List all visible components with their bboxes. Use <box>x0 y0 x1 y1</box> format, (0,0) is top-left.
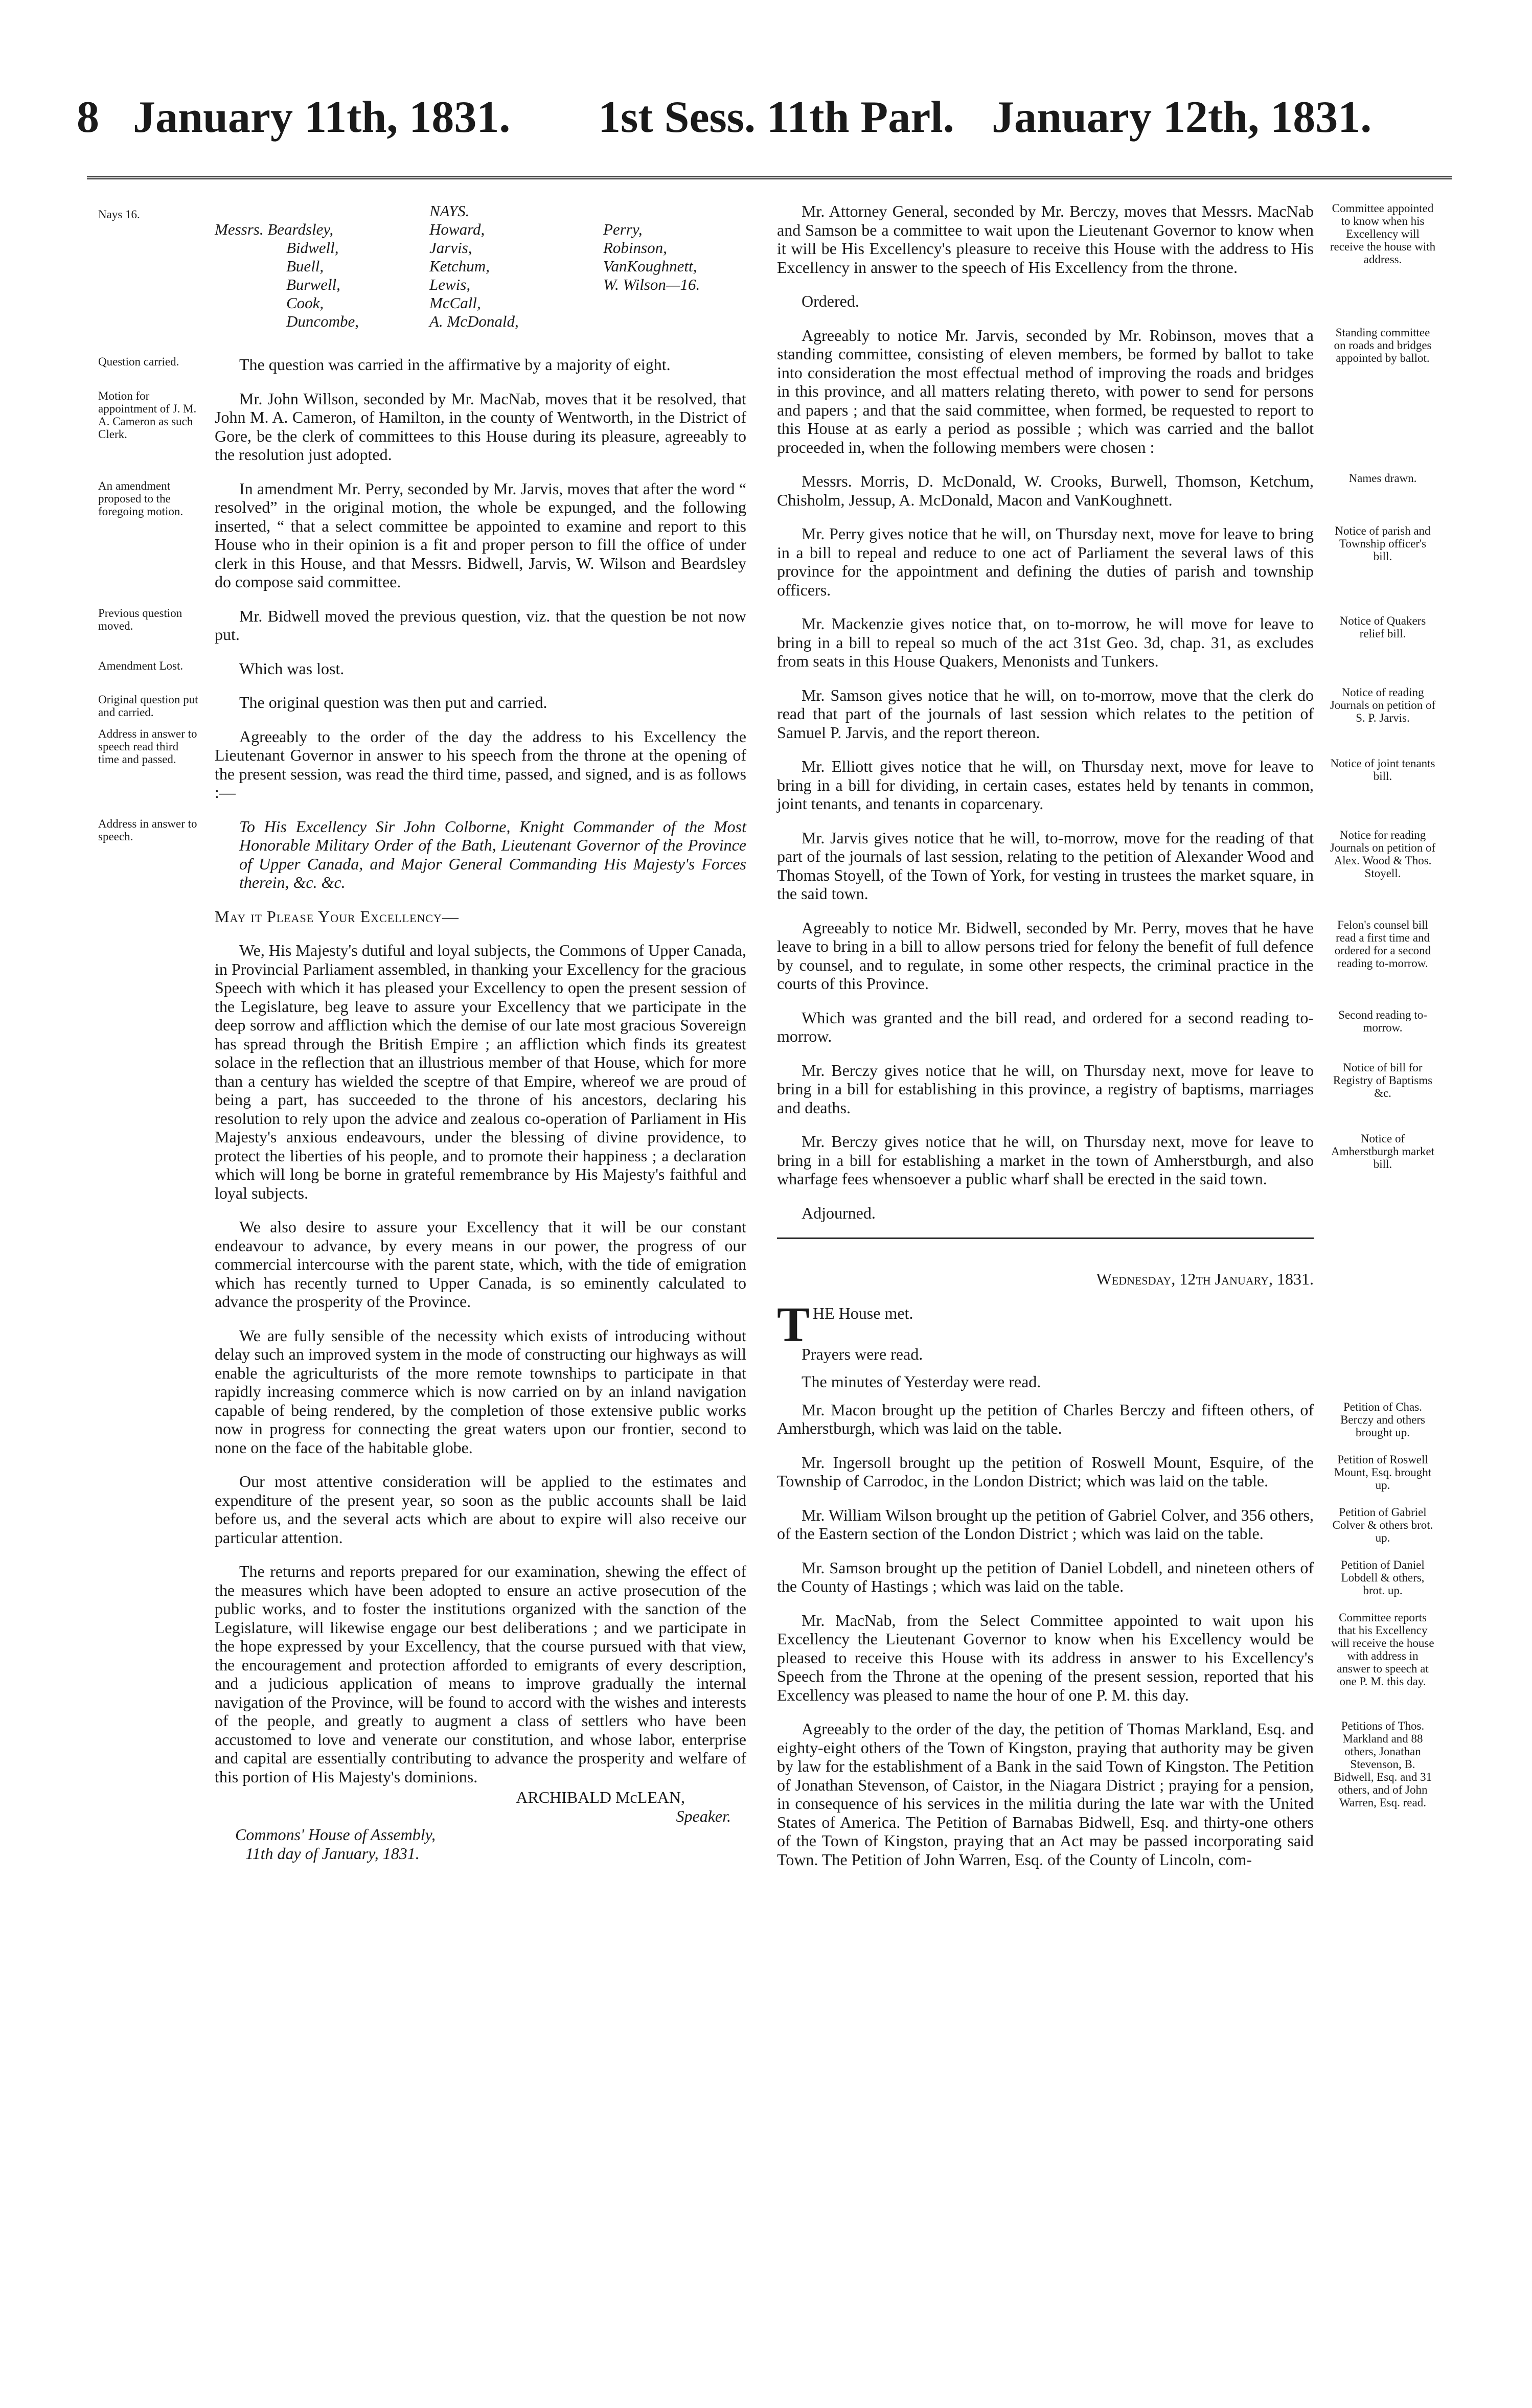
header-rule <box>87 176 1452 179</box>
paragraph: Mr. Elliott gives notice that he will, on Thursday next, move for leave to bring in a bill for dividing, in certain cases, estates held by tenants in common, joint tenants, and tenants in coparcenary. <box>777 757 1314 813</box>
entry-wood-stoyell <box>777 828 1436 903</box>
paragraph: Mr. Bidwell moved the previous question, viz. that the question be not now put. <box>215 606 746 644</box>
paragraph: Agreeably to notice Mr. Bidwell, seconded by Mr. Perry, moves that he have leave to bring in a bill to allow persons tried for felony the benefit of full defence by counsel, and to regulate, in some other respects, the criminal practice in the courts of this Province. <box>777 918 1314 993</box>
entry-lobdell-petition <box>777 1558 1425 1597</box>
paragraph: Mr. William Wilson brought up the petition of Gabriel Colver, and 356 others, of the Eastern section of the London District ; which was laid on the table. <box>777 1505 1314 1543</box>
entry-petitions-read <box>777 1719 1432 1869</box>
entry-joint-tenants <box>777 757 1435 813</box>
margin-note: Felon's counsel bill read a first time and ordered for a second reading to-morrow. <box>1334 918 1431 970</box>
margin-note: Notice of bill for Registry of Baptisms &c. <box>1333 1061 1433 1099</box>
entry-jarvis-petition <box>777 685 1436 742</box>
paragraph: The original question was then put and carried. <box>239 693 547 712</box>
nays-heading: NAYS. <box>429 202 470 220</box>
margin-note: Petition of Daniel Lobdell & others, brot. up. <box>1341 1558 1425 1597</box>
margin-note: Motion for appointment of J. M. A. Cameron as such Clerk. <box>98 389 197 441</box>
entry-registry-bill <box>777 1061 1433 1117</box>
entry-berczy-petition <box>777 1400 1426 1439</box>
entry-names-drawn <box>777 472 1417 509</box>
entry-amendment-lost <box>98 659 746 678</box>
margin-note: Standing committee on roads and bridges appointed by ballot. <box>1334 326 1432 364</box>
paragraph: Mr. Berczy gives notice that he will, on Thursday next, move for leave to bring in a bill for establishing in this province, a registry of baptisms, marriages and deaths. <box>777 1061 1314 1117</box>
paragraph: Prayers were read. <box>802 1344 923 1363</box>
entry-motion-clerk <box>98 389 746 464</box>
paragraph: Mr. MacNab, from the Select Committee appointed to wait upon his Excellency the Lieutenant Governor to know when his Excellency would be pleased to receive this House with its address in answer to his Excellency's Speech from the Throne at the opening of the present session, reported that his Excellency was pleased to name the hour of one P. M. this day. <box>777 1611 1314 1704</box>
margin-note: Petition of Chas. Berczy and others brought up. <box>1340 1400 1426 1439</box>
entry-parish-officers <box>777 524 1431 599</box>
margin-note: Names drawn. <box>1348 472 1417 485</box>
header-date-right: January 12th, 1831. <box>992 93 1372 142</box>
paragraph: Mr. Samson brought up the petition of Daniel Lobdell, and nineteen others of the County of Hastings ; which was laid on the table. <box>777 1558 1314 1595</box>
drop-cap: T <box>777 1296 810 1351</box>
entry-mount-petition <box>777 1453 1432 1492</box>
nays-column-3: Perry, Robinson, VanKoughnett, W. Wilson—16. <box>603 220 700 293</box>
entry-colver-petition <box>777 1505 1433 1544</box>
house-met: THE House met. <box>777 1296 913 1351</box>
signature-title: Speaker. <box>676 1806 731 1825</box>
entry-question-carried <box>98 355 746 374</box>
margin-note: Question carried. <box>98 355 179 368</box>
entry-felons-counsel <box>777 918 1431 993</box>
margin-note: An amendment proposed to the foregoing motion. <box>98 479 184 518</box>
paragraph: Mr. Perry gives notice that he will, on Thursday next, move for leave to bring in a bill to repeal and reduce to one act of Parliament the several laws of this province for the appointment and defining the duties of parish and township officers. <box>777 524 1314 599</box>
paragraph: Mr. Berczy gives notice that he will, on Thursday next, move for leave to bring in a bill for establishing a market in the town of Amherstburgh, and also wharfage fees whensoever a public wharf shall be erected in the said town. <box>777 1132 1314 1188</box>
paragraph: Mr. Ingersoll brought up the petition of Roswell Mount, Esquire, of the Township of Carrodoc, in the London District; which was laid on the table. <box>777 1453 1314 1490</box>
margin-note: Notice for reading Journals on petition of Alex. Wood & Thos. Stoyell. <box>1330 828 1436 880</box>
paragraph: Mr. Samson gives notice that he will, on to-morrow, move that the clerk do read that part of the journals of last session which relates to the petition of Samuel P. Jarvis, and the report thereon. <box>777 685 1314 742</box>
paragraph: Which was lost. <box>239 659 345 678</box>
margin-note: Notice of reading Journals on petition of S. P. Jarvis. <box>1330 685 1436 724</box>
paragraph: Ordered. <box>802 292 859 310</box>
margin-note: Petition of Gabriel Colver & others brot. up. <box>1332 1505 1433 1544</box>
header-date-left: January 11th, 1831. <box>133 93 511 142</box>
entry-standing-committee <box>777 326 1432 457</box>
right-column <box>777 202 1436 1884</box>
paragraph: Adjourned. <box>802 1203 876 1222</box>
margin-note: Address in answer to speech. <box>98 817 197 843</box>
nays-column-1: Messrs. Beardsley, Bidwell, Buell, Burwell, Cook, Duncombe, <box>215 220 359 330</box>
margin-note: Second reading to-morrow. <box>1338 1008 1427 1034</box>
margin-note: Petitions of Thos. Markland and 88 others, Jonathan Stevenson, B. Bidwell, Esq. and 31 others, and of John Warren, Esq. read. <box>1333 1719 1432 1809</box>
margin-note: Original question put and carried. <box>98 693 198 719</box>
margin-note: Notice of Quakers relief bill. <box>1339 614 1426 640</box>
paragraph: Agreeably to the order of the day the address to his Excellency the Lieutenant Governor in answer to his speech from the throne at the opening of the present session, was read the third time, passed, and signed, and is as follows :— <box>215 727 746 801</box>
margin-note: Previous question moved. <box>98 606 182 632</box>
signature-name: ARCHIBALD McLEAN, <box>516 1788 685 1806</box>
margin-note: Address in answer to speech read third time and passed. <box>98 727 197 766</box>
address-paragraph: The returns and reports prepared for our examination, shewing the effect of the measures which have been adopted to ensure an active prosecution of the public works, and to foster the institutions organized with the sanction of the Legislature, will likewise engage our best deliberations ; and we participate in the hope expressed by your Excellency, that the course pursued with that view, the encouragement and protection afforded to emigrants of every description, and a judicious application of means to improve gradually the internal navigation of the Province, will be found to accord with the wishes and interests of the people, and greatly to augment a class of settlers who have been accustomed to love and venerate our constitution, and whose labor, enterprise and capital are essentially contributing to advance the prosperity and welfare of this portion of His Majesty's dominions. <box>215 1562 746 1786</box>
date-line: 11th day of January, 1831. <box>245 1844 420 1863</box>
header-session: 1st Sess. 11th Parl. <box>598 93 954 142</box>
entry-second-reading <box>777 1008 1427 1046</box>
address-heading: To His Excellency Sir John Colborne, Knight Commander of the Most Honorable Military Order of the Bath, Lieutenant Governor of the Province of Upper Canada, and Major General Commanding His Majesty's Forces therein, &c. &c. <box>239 817 746 891</box>
paragraph: Which was granted and the bill read, and ordered for a second reading to-morrow. <box>777 1008 1314 1045</box>
address-paragraph: Our most attentive consideration will be applied to the estimates and expenditure of the present year, so soon as the public accounts shall be laid before us, and the several acts which are about to expire will also receive our particular attention. <box>215 1472 746 1547</box>
paragraph: Agreeably to notice Mr. Jarvis, seconded by Mr. Robinson, moves that a standing committee, consisting of eleven members, be formed by ballot to take into consideration the most effectual method of improving the roads and bridges in this province, and all matters relating thereto, with power to send for persons and papers ; and that the said committee, when formed, be requested to report to this House at as early a period as possible ; which was carried and the ballot proceeded in, when the following members were chosen : <box>777 326 1314 456</box>
page-header <box>77 89 1457 146</box>
entry-previous-question <box>98 606 746 644</box>
section-dateline: Wednesday, 12th January, 1831. <box>1096 1270 1314 1288</box>
address-paragraph: We also desire to assure your Excellency that it will be our constant endeavour to advance, by every means in our power, the progress of our commercial intercourse with the parent state, which, with the tide of emigration which has recently turned to Upper Canada, is so eminently calculated to advance the prosperity of the Province. <box>215 1218 746 1311</box>
paragraph: Mr. Jarvis gives notice that he will, to-morrow, move for the reading of that part of the journals of last session, relating to the petition of Alexander Wood and Thomas Stoyell, of the Town of York, for vesting in trustees the market square, in the said town. <box>777 828 1314 903</box>
margin-note: Notice of joint tenants bill. <box>1330 757 1435 783</box>
paragraph: Mr. Attorney General, seconded by Mr. Berczy, moves that Messrs. MacNab and Samson be a committee to wait upon the Lieutenant Governor to know when it will be His Excellency's pleasure to receive this House with the address to His Excellency in answer to the speech of His Excellency from the throne. <box>777 202 1314 277</box>
margin-note: Petition of Roswell Mount, Esq. brought up. <box>1334 1453 1432 1492</box>
entry-address-title <box>98 817 746 892</box>
margin-note: Notice of parish and Township officer's bill. <box>1335 524 1431 563</box>
paragraph: The question was carried in the affirmative by a majority of eight. <box>239 355 671 374</box>
entry-original-carried <box>98 693 746 719</box>
margin-note: Nays 16. <box>98 208 140 221</box>
nays-list <box>98 202 746 355</box>
paragraph: Agreeably to the order of the day, the petition of Thomas Markland, Esq. and eighty-eight others of the Town of Kingston, praying that authority may be given by law for the establishment of a Bank in the said Town of Kingston. The Petition of Jonathan Stevenson, of Caistor, in the Niagara District ; praying for a pension, in consequence of his services in the militia during the late war with the United States of America. The Petition of Barnabas Bidwell, Esq. and thirty-one others of the Town of Kingston, praying that an Act may be passed incorporating said Town. The Petition of John Warren, Esq. of the County of Lincoln, com- <box>777 1719 1314 1869</box>
paragraph: Mr. Mackenzie gives notice that, on to-morrow, he will move for leave to bring in a bill to repeal so much of the act 31st Geo. 3d, chap. 31, as excludes from seats in this House Quakers, Menonists and Tunkers. <box>777 614 1314 670</box>
margin-note: Committee appointed to know when his Excellency will receive the house with address. <box>1330 202 1436 266</box>
paragraph: The minutes of Yesterday were read. <box>802 1372 1041 1391</box>
margin-note: Amendment Lost. <box>98 659 184 672</box>
address-paragraph: We, His Majesty's dutiful and loyal subjects, the Commons of Upper Canada, in Provincial Parliament assembled, in thanking your Excellency for the gracious Speech with which it has pleased your Excellency to open the present session of the Legislature, beg leave to assure your Excellency that we participate in the deep sorrow and affliction which the demise of our late most gracious Sovereign has spread through the British Empire ; an affliction which finds its greatest solace in the reflection that an illustrious member of that House, which for more than a century has wielded the sceptre of that Empire, whereof we are proud of being a part, has succeeded to the throne of his ancestors, declaring his resolution to rely upon the advice and zealous co-operation of Parliament in His Majesty's anxious endeavours, under the blessing of divine providence, to protect the liberties of his people, and to promote their happiness ; a declaration which will long be borne in grateful remembrance by His Majesty's faithful and loyal subjects. <box>215 941 746 1202</box>
paragraph: Mr. Macon brought up the petition of Charles Berczy and fifteen others, of Amherstburgh, which was laid on the table. <box>777 1400 1314 1437</box>
entry-amherstburgh-market <box>777 1132 1435 1188</box>
nays-column-2: Howard, Jarvis, Ketchum, Lewis, McCall, A. McDonald, <box>429 220 519 330</box>
paragraph: Mr. John Willson, seconded by Mr. MacNab, moves that it be resolved, that John M. A. Cameron, of Hamilton, in the county of Wentworth, in the District of Gore, be the clerk of committees to this House during its pleasure, agreeably to the resolution just adopted. <box>215 389 746 464</box>
entry-committee-appointed <box>777 202 1436 277</box>
entry-amendment <box>98 479 746 591</box>
paragraph: Messrs. Morris, D. McDonald, W. Crooks, Burwell, Thomson, Ketchum, Chisholm, Jessup, A. McDonald, Macon and VanKoughnett. <box>777 472 1314 509</box>
left-column <box>98 202 746 1863</box>
page-number: 8 <box>77 93 99 142</box>
salutation: May it Please Your Excellency— <box>215 907 459 926</box>
entry-address-passed <box>98 727 746 802</box>
address-paragraph: We are fully sensible of the necessity which exists of introducing without delay such an improved system in the mode of constructing our highways as will enable the agriculturists of the more remote townships to participate in that rapidly increasing commerce which is now carried on by an inland navigation capable of being rendered, by the completion of those extensive public works now in progress for connecting the great waters upon our frontier, second to none on the face of the habitable globe. <box>215 1326 746 1457</box>
section-divider <box>777 1237 1314 1239</box>
entry-committee-report <box>777 1611 1434 1705</box>
entry-quakers-relief <box>777 614 1426 671</box>
margin-note: Notice of Amherstburgh market bill. <box>1331 1132 1435 1171</box>
margin-note: Committee reports that his Excellency will receive the house with address in answer to speech at one P. M. this day. <box>1331 1611 1434 1688</box>
paragraph: In amendment Mr. Perry, seconded by Mr. Jarvis, moves that after the word “ resolved” in the original motion, the whole be expunged, and the following inserted, “ that a select committee be appointed to examine and report to this House who in their opinion is a fit and proper person to fill the office of under clerk in this House, and that Messrs. Bidwell, Jarvis, W. Wilson and Beardsley do compose said committee. <box>215 479 746 591</box>
place-line: Commons' House of Assembly, <box>235 1825 436 1844</box>
